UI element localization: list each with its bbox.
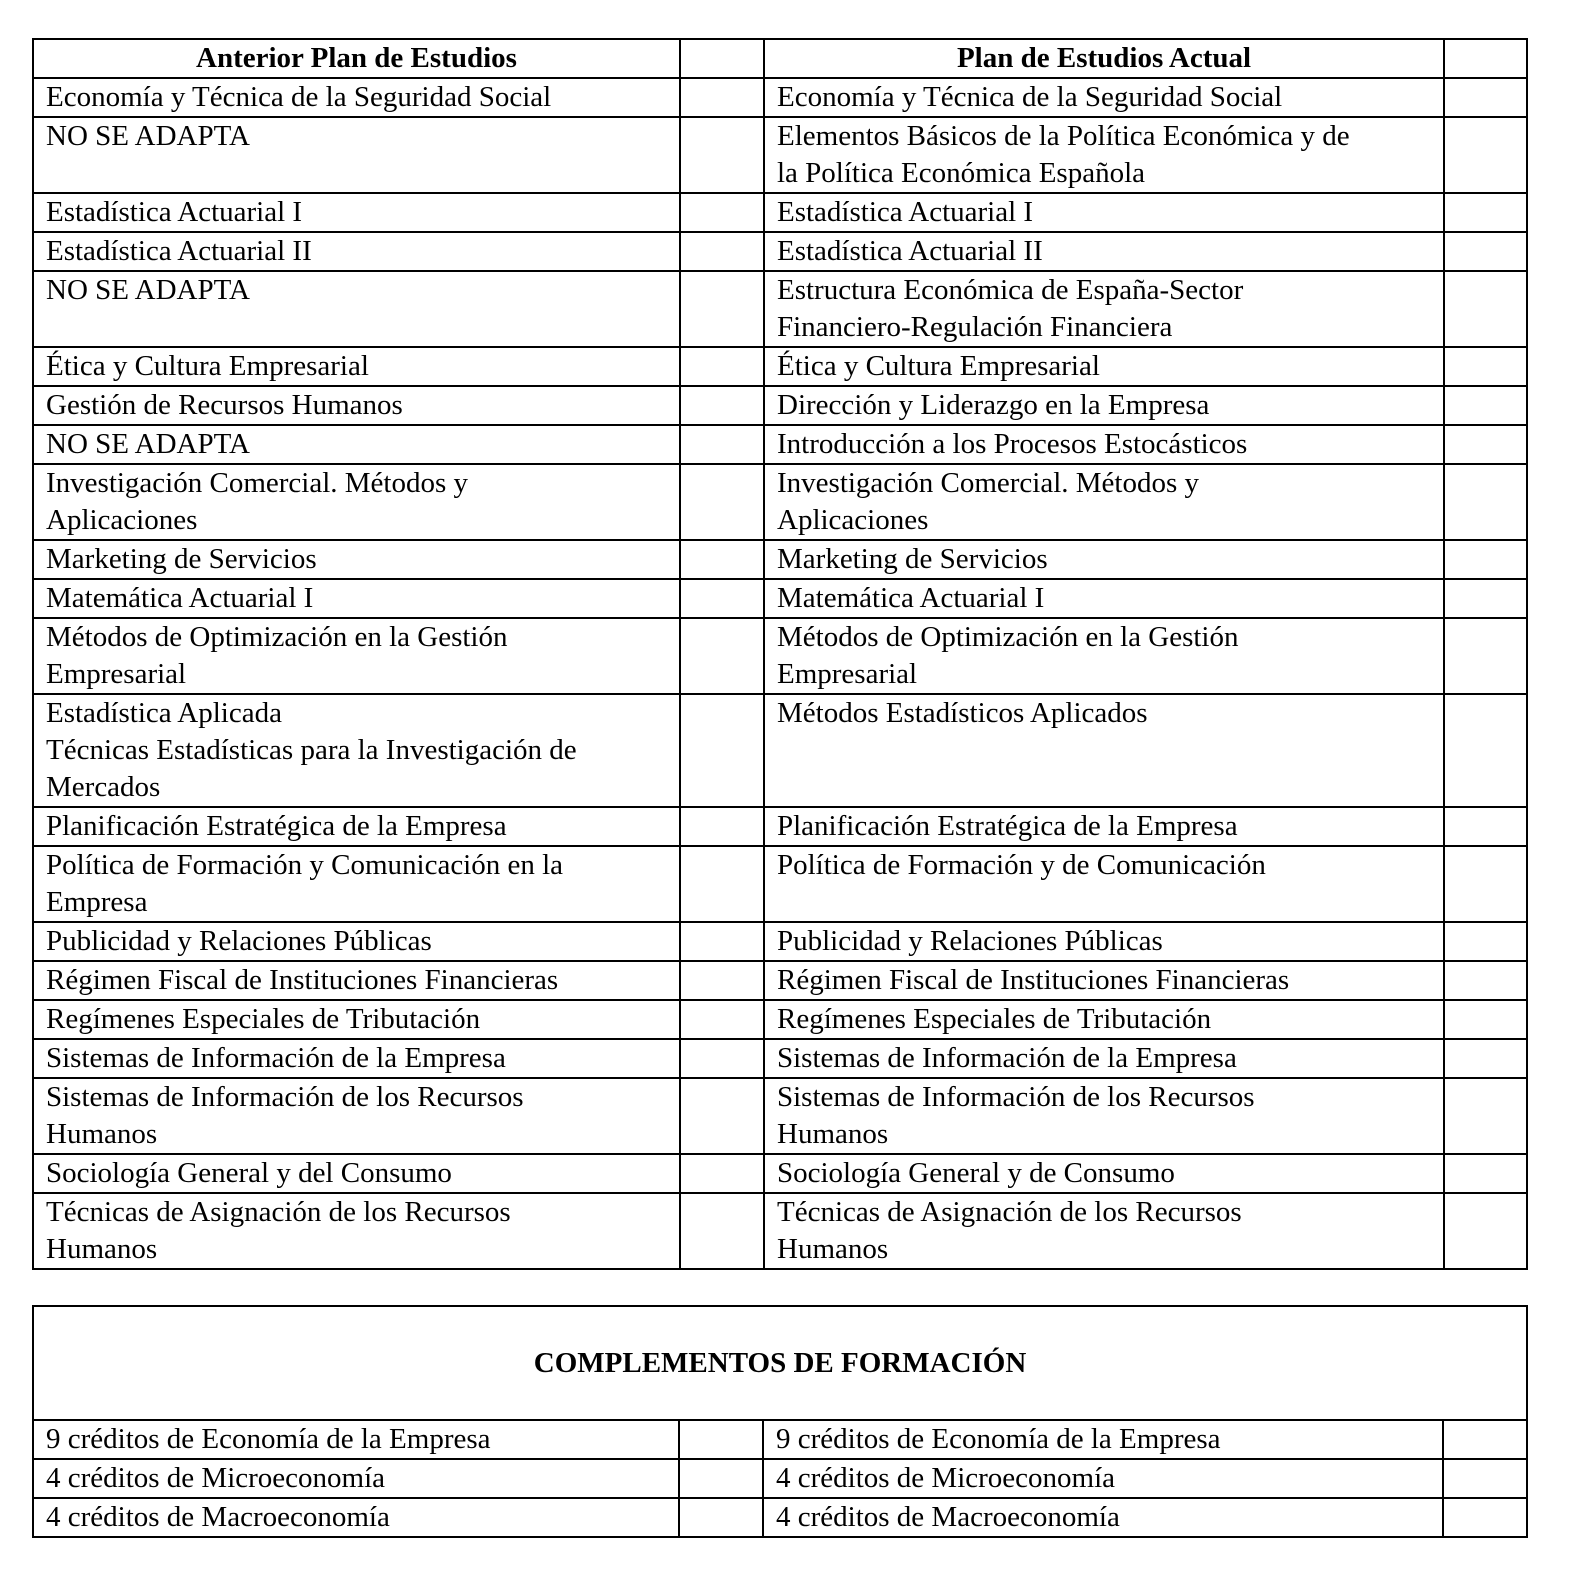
current-subject-cell-line: Política de Formación y de Comunicación [777, 849, 1266, 881]
current-subject-cell [764, 78, 1444, 117]
current-credit-cell-line: 4 créditos de Microeconomía [776, 1462, 1116, 1494]
current-subject-cell-line: Sistemas de Información de los Recursos [777, 1081, 1255, 1113]
current-subject-cell-line: la Política Económica Española [777, 157, 1146, 189]
previous-subject-cell-line: NO SE ADAPTA [46, 428, 250, 460]
previous-subject-cell-line: Sistemas de Información de la Empresa [46, 1042, 506, 1074]
empty-cell [1444, 961, 1527, 1000]
previous-subject-cell [33, 846, 680, 922]
previous-credit-cell-line: 4 créditos de Microeconomía [46, 1462, 386, 1494]
previous-subject-cell [33, 807, 680, 846]
table-row [33, 1078, 1527, 1154]
empty-cell [680, 117, 764, 193]
current-subject-cell [764, 961, 1444, 1000]
current-subject-cell-line: Humanos [777, 1233, 889, 1265]
previous-subject-cell-line: Métodos de Optimización en la Gestión [46, 621, 508, 653]
current-subject-cell-line: Estadística Actuarial I [777, 196, 1034, 228]
current-subject-cell-line: Sociología General y de Consumo [777, 1157, 1175, 1189]
current-subject-cell-line: Técnicas de Asignación de los Recursos [777, 1196, 1242, 1228]
empty-cell [680, 78, 764, 117]
previous-subject-cell [33, 540, 680, 579]
header-current-plan: Plan de Estudios Actual [764, 39, 1444, 78]
previous-credit-cell [33, 1459, 679, 1498]
empty-cell [1444, 271, 1527, 347]
table-row [33, 579, 1527, 618]
empty-cell [680, 846, 764, 922]
previous-subject-cell-line: Economía y Técnica de la Seguridad Social [46, 81, 552, 113]
current-subject-cell [764, 579, 1444, 618]
previous-credit-cell-line: 4 créditos de Macroeconomía [46, 1501, 390, 1533]
empty-cell [679, 1459, 763, 1498]
empty-cell [1444, 347, 1527, 386]
table-row [33, 386, 1527, 425]
empty-cell [1444, 193, 1527, 232]
empty-cell [680, 807, 764, 846]
current-subject-cell [764, 540, 1444, 579]
current-subject-cell-line: Economía y Técnica de la Seguridad Social [777, 81, 1283, 113]
previous-subject-cell [33, 1154, 680, 1193]
empty-cell [1444, 579, 1527, 618]
empty-cell [680, 540, 764, 579]
empty-cell [680, 232, 764, 271]
empty-cell [680, 1193, 764, 1269]
table-row [33, 540, 1527, 579]
current-subject-cell [764, 193, 1444, 232]
header-spacer [1444, 39, 1527, 78]
previous-credit-cell [33, 1498, 679, 1537]
empty-cell [680, 193, 764, 232]
previous-subject-cell [33, 193, 680, 232]
empty-cell [680, 579, 764, 618]
current-subject-cell [764, 1000, 1444, 1039]
current-subject-cell-line: Métodos de Optimización en la Gestión [777, 621, 1239, 653]
current-credit-cell-line: 4 créditos de Macroeconomía [776, 1501, 1120, 1533]
current-subject-cell [764, 618, 1444, 694]
current-subject-cell-line: Empresarial [777, 658, 918, 690]
table-row [33, 961, 1527, 1000]
empty-cell [680, 1154, 764, 1193]
empty-cell [1444, 846, 1527, 922]
previous-subject-cell [33, 1193, 680, 1269]
current-subject-cell [764, 922, 1444, 961]
current-subject-cell-line: Publicidad y Relaciones Públicas [777, 925, 1163, 957]
previous-subject-cell-line: Matemática Actuarial I [46, 582, 314, 614]
previous-subject-cell-line: Aplicaciones [46, 504, 198, 536]
empty-cell [680, 464, 764, 540]
table-row [33, 1039, 1527, 1078]
previous-subject-cell-line: Técnicas Estadísticas para la Investigación de [46, 734, 577, 766]
previous-subject-cell [33, 1000, 680, 1039]
table-row [33, 1154, 1527, 1193]
table-row [33, 271, 1527, 347]
complementos-rows [33, 1420, 1527, 1537]
table-row [33, 1459, 1527, 1498]
current-subject-cell-line: Métodos Estadísticos Aplicados [777, 697, 1148, 729]
empty-cell [1444, 386, 1527, 425]
previous-subject-cell [33, 117, 680, 193]
previous-subject-cell-line: Régimen Fiscal de Instituciones Financieras [46, 964, 559, 996]
header-spacer [680, 39, 764, 78]
previous-subject-cell-line: Empresarial [46, 658, 187, 690]
previous-subject-cell [33, 386, 680, 425]
complementos-table [32, 1305, 1528, 1538]
complementos-title: COMPLEMENTOS DE FORMACIÓN [33, 1306, 1527, 1420]
empty-cell [1444, 1154, 1527, 1193]
header-previous-plan: Anterior Plan de Estudios [33, 39, 680, 78]
empty-cell [680, 1000, 764, 1039]
current-subject-cell-line: Estadística Actuarial II [777, 235, 1043, 267]
current-subject-cell-line: Investigación Comercial. Métodos y [777, 467, 1200, 499]
previous-subject-cell-line: Sistemas de Información de los Recursos [46, 1081, 524, 1113]
empty-cell [680, 618, 764, 694]
empty-cell [1444, 425, 1527, 464]
current-subject-cell-line: Estructura Económica de España-Sector [777, 274, 1244, 306]
previous-subject-cell-line: Gestión de Recursos Humanos [46, 389, 403, 421]
previous-subject-cell [33, 464, 680, 540]
previous-subject-cell-line: Sociología General y del Consumo [46, 1157, 452, 1189]
table-row [33, 232, 1527, 271]
previous-subject-cell [33, 1039, 680, 1078]
previous-subject-cell [33, 618, 680, 694]
table-row [33, 694, 1527, 807]
empty-cell [1444, 117, 1527, 193]
current-subject-cell-line: Humanos [777, 1118, 889, 1150]
current-subject-cell [764, 232, 1444, 271]
previous-subject-cell [33, 78, 680, 117]
empty-cell [1444, 922, 1527, 961]
previous-subject-cell-line: NO SE ADAPTA [46, 120, 250, 152]
current-subject-cell [764, 271, 1444, 347]
empty-cell [1444, 618, 1527, 694]
complementos-title-row [33, 1306, 1527, 1420]
current-subject-cell-line: Sistemas de Información de la Empresa [777, 1042, 1237, 1074]
previous-subject-cell-line: Marketing de Servicios [46, 543, 317, 575]
current-subject-cell-line: Marketing de Servicios [777, 543, 1048, 575]
previous-subject-cell-line: Estadística Actuarial I [46, 196, 303, 228]
current-subject-cell-line: Régimen Fiscal de Instituciones Financieras [777, 964, 1290, 996]
current-subject-cell [764, 1154, 1444, 1193]
empty-cell [1444, 694, 1527, 807]
empty-cell [680, 694, 764, 807]
table-row [33, 807, 1527, 846]
previous-subject-cell [33, 1078, 680, 1154]
previous-subject-cell-line: Política de Formación y Comunicación en la [46, 849, 564, 881]
table-row [33, 464, 1527, 540]
previous-subject-cell-line: Humanos [46, 1118, 158, 1150]
adaptation-rows [33, 78, 1527, 1269]
table-row [33, 1000, 1527, 1039]
empty-cell [680, 1039, 764, 1078]
previous-subject-cell [33, 922, 680, 961]
header-row [33, 39, 1527, 78]
current-credit-cell-line: 9 créditos de Economía de la Empresa [776, 1423, 1221, 1455]
empty-cell [679, 1498, 763, 1537]
empty-cell [1444, 232, 1527, 271]
current-subject-cell [764, 694, 1444, 807]
current-credit-cell [763, 1420, 1443, 1459]
current-subject-cell-line: Regímenes Especiales de Tributación [777, 1003, 1212, 1035]
previous-subject-cell-line: Planificación Estratégica de la Empresa [46, 810, 507, 842]
empty-cell [680, 922, 764, 961]
current-subject-cell-line: Dirección y Liderazgo en la Empresa [777, 389, 1210, 421]
previous-subject-cell-line: Regímenes Especiales de Tributación [46, 1003, 481, 1035]
adaptation-table [32, 38, 1528, 1270]
empty-cell [680, 271, 764, 347]
previous-subject-cell [33, 961, 680, 1000]
previous-subject-cell-line: Humanos [46, 1233, 158, 1265]
empty-cell [1444, 1000, 1527, 1039]
empty-cell [1444, 1193, 1527, 1269]
previous-subject-cell [33, 579, 680, 618]
current-subject-cell [764, 807, 1444, 846]
empty-cell [1443, 1459, 1527, 1498]
previous-subject-cell [33, 694, 680, 807]
current-subject-cell-line: Planificación Estratégica de la Empresa [777, 810, 1238, 842]
table-row [33, 1193, 1527, 1269]
current-subject-cell [764, 117, 1444, 193]
empty-cell [1444, 1078, 1527, 1154]
table-row [33, 425, 1527, 464]
previous-subject-cell-line: Publicidad y Relaciones Públicas [46, 925, 432, 957]
empty-cell [1444, 807, 1527, 846]
current-subject-cell [764, 464, 1444, 540]
table-row [33, 846, 1527, 922]
empty-cell [680, 961, 764, 1000]
empty-cell [1444, 1039, 1527, 1078]
current-subject-cell [764, 425, 1444, 464]
table-row [33, 78, 1527, 117]
current-subject-cell-line: Aplicaciones [777, 504, 929, 536]
previous-subject-cell-line: Estadística Aplicada [46, 697, 282, 729]
empty-cell [1443, 1420, 1527, 1459]
previous-subject-cell-line: Estadística Actuarial II [46, 235, 312, 267]
current-subject-cell-line: Financiero-Regulación Financiera [777, 311, 1173, 343]
empty-cell [1444, 540, 1527, 579]
empty-cell [1443, 1498, 1527, 1537]
current-credit-cell [763, 1459, 1443, 1498]
previous-credit-cell-line: 9 créditos de Economía de la Empresa [46, 1423, 491, 1455]
previous-subject-cell-line: Empresa [46, 886, 148, 918]
previous-subject-cell [33, 347, 680, 386]
table-row [33, 1420, 1527, 1459]
current-subject-cell-line: Elementos Básicos de la Política Económica y de [777, 120, 1350, 152]
empty-cell [680, 425, 764, 464]
empty-cell [1444, 78, 1527, 117]
table-row [33, 117, 1527, 193]
table-row [33, 618, 1527, 694]
previous-subject-cell [33, 232, 680, 271]
previous-subject-cell [33, 425, 680, 464]
empty-cell [680, 386, 764, 425]
current-subject-cell [764, 347, 1444, 386]
empty-cell [680, 1078, 764, 1154]
current-subject-cell [764, 1039, 1444, 1078]
current-subject-cell [764, 846, 1444, 922]
table-row [33, 193, 1527, 232]
previous-subject-cell [33, 271, 680, 347]
current-credit-cell [763, 1498, 1443, 1537]
current-subject-cell [764, 386, 1444, 425]
previous-credit-cell [33, 1420, 679, 1459]
table-row [33, 1498, 1527, 1537]
current-subject-cell-line: Ética y Cultura Empresarial [777, 350, 1100, 382]
previous-subject-cell-line: NO SE ADAPTA [46, 274, 250, 306]
empty-cell [680, 347, 764, 386]
previous-subject-cell-line: Técnicas de Asignación de los Recursos [46, 1196, 511, 1228]
current-subject-cell [764, 1193, 1444, 1269]
current-subject-cell-line: Matemática Actuarial I [777, 582, 1045, 614]
previous-subject-cell-line: Mercados [46, 771, 161, 803]
current-subject-cell-line: Introducción a los Procesos Estocásticos [777, 428, 1248, 460]
previous-subject-cell-line: Ética y Cultura Empresarial [46, 350, 369, 382]
previous-subject-cell-line: Investigación Comercial. Métodos y [46, 467, 469, 499]
empty-cell [679, 1420, 763, 1459]
table-row [33, 347, 1527, 386]
current-subject-cell [764, 1078, 1444, 1154]
empty-cell [1444, 464, 1527, 540]
table-row [33, 922, 1527, 961]
